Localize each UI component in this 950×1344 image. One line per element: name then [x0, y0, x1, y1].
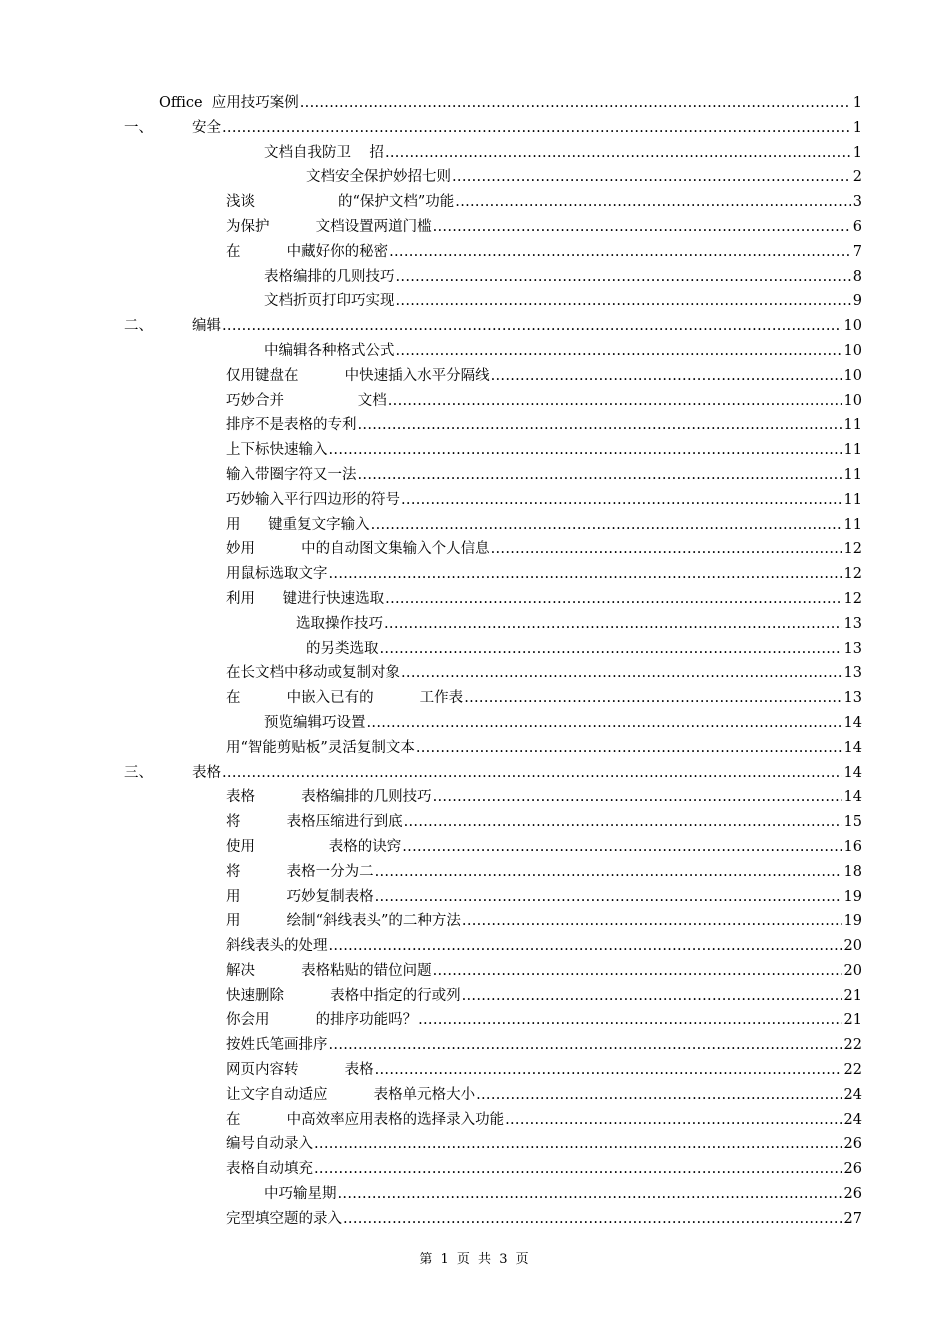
toc-entry-line	[264, 141, 862, 166]
toc-dot-leader	[396, 339, 842, 364]
toc-entry[interactable]	[0, 513, 950, 538]
toc-dot-leader	[452, 165, 851, 190]
toc-entry-line	[192, 116, 862, 141]
toc-entry-title: 用 巧妙复制表格	[226, 888, 374, 905]
toc-dot-leader	[380, 637, 842, 662]
toc-entry[interactable]	[0, 785, 950, 810]
toc-entry-line	[226, 413, 862, 438]
toc-entry-line	[226, 488, 862, 513]
toc-entry-title: 中编辑各种格式公式	[264, 342, 395, 359]
toc-entry-line	[226, 587, 862, 612]
toc-entry-page-number: 9	[852, 293, 862, 310]
toc-entry-title: 使用 表格的诀窍	[226, 838, 402, 855]
toc-entry-title: 用鼠标选取文字	[226, 566, 328, 583]
toc-entry-title: 安全	[192, 119, 221, 136]
toc-entry-title: 表格编排的几则技巧	[264, 268, 395, 285]
toc-entry-page-number: 14	[843, 714, 862, 731]
toc-entry[interactable]	[0, 314, 950, 339]
toc-dot-leader	[329, 438, 842, 463]
toc-entry-line	[159, 91, 862, 116]
toc-entry[interactable]	[0, 413, 950, 438]
toc-entry[interactable]	[0, 1083, 950, 1108]
toc-entry-page-number: 6	[852, 218, 862, 235]
toc-dot-leader	[367, 711, 842, 736]
toc-dot-leader	[384, 612, 842, 637]
toc-entry-title: 预览编辑巧设置	[264, 714, 366, 731]
toc-entry[interactable]	[0, 190, 950, 215]
toc-entry-line	[226, 1058, 862, 1083]
toc-entry-page-number: 11	[843, 442, 862, 459]
toc-entry-line	[226, 240, 862, 265]
toc-entry-title: 妙用 中的自动图文集输入个人信息	[226, 541, 490, 558]
toc-entry-page-number: 18	[843, 863, 862, 880]
toc-entry-number: 二、	[124, 318, 153, 335]
toc-entry-page-number: 1	[852, 144, 862, 161]
toc-entry-title: 文档自我防卫 招	[264, 144, 384, 161]
toc-entry-page-number: 20	[843, 938, 862, 955]
toc-dot-leader	[343, 1207, 842, 1232]
toc-entry-line	[226, 438, 862, 463]
toc-entry-title: 用 键重复文字输入	[226, 516, 370, 533]
toc-entry-line	[226, 686, 862, 711]
toc-dot-leader	[433, 215, 851, 240]
toc-entry[interactable]	[0, 860, 950, 885]
toc-entry-page-number: 2	[852, 169, 862, 186]
toc-entry[interactable]	[0, 885, 950, 910]
toc-entry-title: 将 表格压缩进行到底	[226, 814, 403, 831]
toc-entry-title: 快速删除 表格中指定的行或列	[226, 987, 461, 1004]
toc-entry-line	[226, 885, 862, 910]
toc-entry-title: 上下标快速输入	[226, 442, 328, 459]
toc-entry[interactable]	[0, 141, 950, 166]
toc-entry-title: Office 应用技巧案例	[159, 95, 299, 111]
toc-entry[interactable]	[0, 215, 950, 240]
toc-entry-title: 编辑	[192, 318, 221, 335]
toc-dot-leader	[418, 1008, 841, 1033]
toc-entry-title: 解决 表格粘贴的错位问题	[226, 962, 432, 979]
toc-entry[interactable]	[0, 984, 950, 1009]
toc-entry[interactable]	[0, 240, 950, 265]
toc-entry-title: 表格自动填充	[226, 1161, 313, 1178]
toc-entry-line	[226, 463, 862, 488]
toc-entry-page-number: 19	[843, 913, 862, 930]
toc-entry-title: 在长文档中移动或复制对象	[226, 665, 400, 682]
toc-entry[interactable]	[0, 1132, 950, 1157]
toc-entry-line	[264, 1182, 862, 1207]
toc-entry-page-number: 26	[843, 1186, 862, 1203]
toc-entry[interactable]	[0, 488, 950, 513]
toc-entry-page-number: 22	[843, 1062, 862, 1079]
toc-entry-page-number: 1	[852, 95, 862, 111]
toc-entry-page-number: 13	[843, 665, 862, 682]
toc-entry-page-number: 15	[843, 814, 862, 831]
toc-entry-line	[226, 1132, 862, 1157]
toc-dot-leader	[462, 909, 842, 934]
toc-entry[interactable]	[0, 1207, 950, 1232]
toc-dot-leader	[462, 984, 842, 1009]
toc-entry-line	[264, 289, 862, 314]
toc-entry-line	[226, 1157, 862, 1182]
toc-entry-line	[226, 661, 862, 686]
toc-entry-page-number: 12	[843, 566, 862, 583]
toc-entry-title: 在 中高效率应用表格的选择录入功能	[226, 1111, 505, 1128]
toc-dot-leader	[433, 785, 842, 810]
toc-entry-page-number: 10	[843, 367, 862, 384]
toc-dot-leader	[329, 1033, 842, 1058]
toc-entry-title: 浅谈 的“保护文档”功能	[226, 194, 455, 211]
toc-entry-line	[226, 860, 862, 885]
toc-dot-leader	[222, 314, 842, 339]
toc-entry-page-number: 11	[843, 417, 862, 434]
toc-dot-leader	[396, 265, 851, 290]
toc-entry-title: 用 绘制“斜线表头”的二种方法	[226, 913, 461, 930]
toc-entry[interactable]	[0, 810, 950, 835]
toc-dot-leader	[375, 860, 842, 885]
toc-entry-page-number: 10	[843, 342, 862, 359]
toc-entry[interactable]	[0, 612, 950, 637]
toc-entry[interactable]	[0, 364, 950, 389]
toc-entry[interactable]	[0, 686, 950, 711]
toc-entry-page-number: 13	[843, 690, 862, 707]
toc-entry-title: 的另类选取	[306, 640, 379, 657]
toc-entry-line	[226, 537, 862, 562]
toc-entry[interactable]	[0, 463, 950, 488]
toc-entry[interactable]	[0, 959, 950, 984]
toc-dot-leader	[416, 736, 842, 761]
toc-entry-line	[226, 909, 862, 934]
toc-entry-line	[226, 1008, 862, 1033]
toc-dot-leader	[375, 1058, 842, 1083]
toc-dot-leader	[358, 413, 842, 438]
toc-entry-page-number: 10	[843, 392, 862, 409]
toc-entry-title: 表格 表格编排的几则技巧	[226, 789, 432, 806]
toc-entry-line	[226, 190, 862, 215]
toc-entry[interactable]	[0, 1108, 950, 1133]
toc-entry[interactable]	[0, 1058, 950, 1083]
toc-entry-title: 斜线表头的处理	[226, 938, 328, 955]
toc-entry-page-number: 20	[843, 962, 862, 979]
toc-entry-page-number: 21	[843, 987, 862, 1004]
toc-entry-title: 仅用键盘在 中快速插入水平分隔线	[226, 367, 490, 384]
toc-dot-leader	[222, 116, 851, 141]
toc-entry-line	[264, 265, 862, 290]
toc-entry-line	[226, 785, 862, 810]
toc-entry[interactable]	[0, 289, 950, 314]
toc-entry-title: 完型填空题的录入	[226, 1210, 342, 1227]
toc-entry-title: 你会用 的排序功能吗？	[226, 1012, 418, 1029]
table-of-contents	[0, 91, 950, 1232]
toc-entry-line	[264, 339, 862, 364]
toc-dot-leader	[300, 91, 851, 116]
toc-entry[interactable]	[0, 587, 950, 612]
toc-entry[interactable]	[0, 116, 950, 141]
toc-entry-page-number: 16	[843, 838, 862, 855]
toc-dot-leader	[338, 1182, 842, 1207]
toc-entry[interactable]	[0, 637, 950, 662]
toc-dot-leader	[433, 959, 842, 984]
toc-entry-title: 利用 键进行快速选取	[226, 590, 385, 607]
toc-entry[interactable]	[0, 438, 950, 463]
toc-entry-line	[226, 389, 862, 414]
toc-dot-leader	[314, 1132, 842, 1157]
toc-dot-leader	[385, 141, 851, 166]
toc-entry[interactable]	[0, 909, 950, 934]
toc-dot-leader	[314, 1157, 842, 1182]
toc-entry-page-number: 19	[843, 888, 862, 905]
toc-entry[interactable]	[0, 389, 950, 414]
toc-entry-page-number: 21	[843, 1012, 862, 1029]
toc-dot-leader	[476, 1083, 841, 1108]
toc-entry[interactable]	[0, 1008, 950, 1033]
toc-entry-line	[192, 314, 862, 339]
toc-dot-leader	[401, 661, 842, 686]
toc-dot-leader	[375, 885, 842, 910]
toc-entry-title: 输入带圈字符又一法	[226, 466, 357, 483]
toc-entry-title: 按姓氏笔画排序	[226, 1037, 328, 1054]
toc-entry-number: 三、	[124, 764, 153, 781]
toc-entry[interactable]	[0, 165, 950, 190]
toc-entry-line	[192, 761, 862, 786]
toc-entry-line	[226, 513, 862, 538]
toc-entry-title: 巧妙输入平行四边形的符号	[226, 491, 400, 508]
toc-entry-page-number: 26	[843, 1161, 862, 1178]
toc-entry-page-number: 26	[843, 1136, 862, 1153]
toc-dot-leader	[388, 389, 842, 414]
toc-entry[interactable]	[0, 1182, 950, 1207]
toc-entry[interactable]	[0, 1157, 950, 1182]
toc-entry-line	[226, 1033, 862, 1058]
toc-entry-page-number: 22	[843, 1037, 862, 1054]
toc-entry[interactable]	[0, 711, 950, 736]
toc-entry[interactable]	[0, 661, 950, 686]
toc-entry-page-number: 27	[843, 1210, 862, 1227]
toc-entry-title: 表格	[192, 764, 221, 781]
toc-entry[interactable]	[0, 339, 950, 364]
toc-entry-title: 文档折页打印巧实现	[264, 293, 395, 310]
toc-entry-page-number: 8	[852, 268, 862, 285]
toc-entry-page-number: 7	[852, 243, 862, 260]
toc-dot-leader	[358, 463, 842, 488]
toc-entry-page-number: 1	[852, 119, 862, 136]
toc-entry-line	[226, 934, 862, 959]
toc-entry-page-number: 14	[843, 764, 862, 781]
toc-entry-title: 用“智能剪贴板”灵活复制文本	[226, 739, 415, 756]
toc-entry-title: 在 中嵌入已有的 工作表	[226, 690, 464, 707]
toc-entry[interactable]	[0, 934, 950, 959]
toc-entry-title: 文档安全保护妙招七则	[306, 169, 451, 186]
toc-entry[interactable]	[0, 562, 950, 587]
toc-entry[interactable]	[0, 265, 950, 290]
toc-entry-line	[306, 165, 862, 190]
toc-entry-line	[226, 1108, 862, 1133]
toc-entry-title: 中巧输星期	[264, 1186, 337, 1203]
toc-dot-leader	[389, 240, 851, 265]
toc-dot-leader	[464, 686, 841, 711]
toc-entry-page-number: 12	[843, 541, 862, 558]
toc-dot-leader	[329, 562, 842, 587]
toc-entry-page-number: 10	[843, 318, 862, 335]
toc-entry-line	[226, 810, 862, 835]
toc-dot-leader	[491, 537, 842, 562]
page-footer: 第 1 页 共 3 页	[419, 1252, 531, 1267]
toc-entry-line	[226, 1207, 862, 1232]
toc-entry-line	[306, 637, 862, 662]
toc-dot-leader	[396, 289, 851, 314]
toc-entry[interactable]	[0, 761, 950, 786]
toc-dot-leader	[404, 810, 842, 835]
toc-entry-title: 为保护 文档设置两道门槛	[226, 218, 432, 235]
toc-entry-page-number: 11	[843, 466, 862, 483]
toc-entry[interactable]	[0, 1033, 950, 1058]
toc-dot-leader	[401, 488, 842, 513]
toc-entry-page-number: 24	[843, 1086, 862, 1103]
toc-dot-leader	[402, 835, 841, 860]
toc-entry-title: 让文字自动适应 表格单元格大小	[226, 1086, 476, 1103]
toc-entry[interactable]	[0, 736, 950, 761]
toc-entry-title: 排序不是表格的专利	[226, 417, 357, 434]
toc-entry-line	[226, 562, 862, 587]
toc-entry-page-number: 11	[843, 491, 862, 508]
toc-dot-leader	[385, 587, 841, 612]
toc-entry-page-number: 11	[843, 516, 862, 533]
toc-entry-title: 在 中藏好你的秘密	[226, 243, 389, 260]
toc-dot-leader	[329, 934, 842, 959]
toc-entry-number: 一、	[124, 119, 153, 136]
toc-dot-leader	[222, 761, 842, 786]
toc-entry-line	[226, 736, 862, 761]
toc-entry-line	[226, 835, 862, 860]
toc-entry-line	[264, 711, 862, 736]
toc-entry[interactable]	[0, 835, 950, 860]
toc-dot-leader	[505, 1108, 841, 1133]
toc-entry-page-number: 14	[843, 789, 862, 806]
toc-entry-page-number: 3	[852, 194, 862, 211]
toc-entry[interactable]	[0, 91, 950, 116]
toc-entry-page-number: 24	[843, 1111, 862, 1128]
toc-dot-leader	[371, 513, 842, 538]
toc-entry-line	[226, 364, 862, 389]
toc-entry-title: 网页内容转 表格	[226, 1062, 374, 1079]
toc-entry-line	[296, 612, 862, 637]
toc-entry-page-number: 13	[843, 640, 862, 657]
toc-entry[interactable]	[0, 537, 950, 562]
toc-entry-title: 选取操作技巧	[296, 615, 383, 632]
toc-entry-page-number: 12	[843, 590, 862, 607]
toc-entry-title: 巧妙合并 文档	[226, 392, 387, 409]
toc-dot-leader	[455, 190, 850, 215]
toc-entry-page-number: 14	[843, 739, 862, 756]
toc-dot-leader	[491, 364, 842, 389]
toc-entry-title: 将 表格一分为二	[226, 863, 374, 880]
toc-entry-line	[226, 1083, 862, 1108]
toc-entry-line	[226, 984, 862, 1009]
toc-entry-page-number: 13	[843, 615, 862, 632]
toc-entry-line	[226, 215, 862, 240]
toc-entry-title: 编号自动录入	[226, 1136, 313, 1153]
toc-entry-line	[226, 959, 862, 984]
